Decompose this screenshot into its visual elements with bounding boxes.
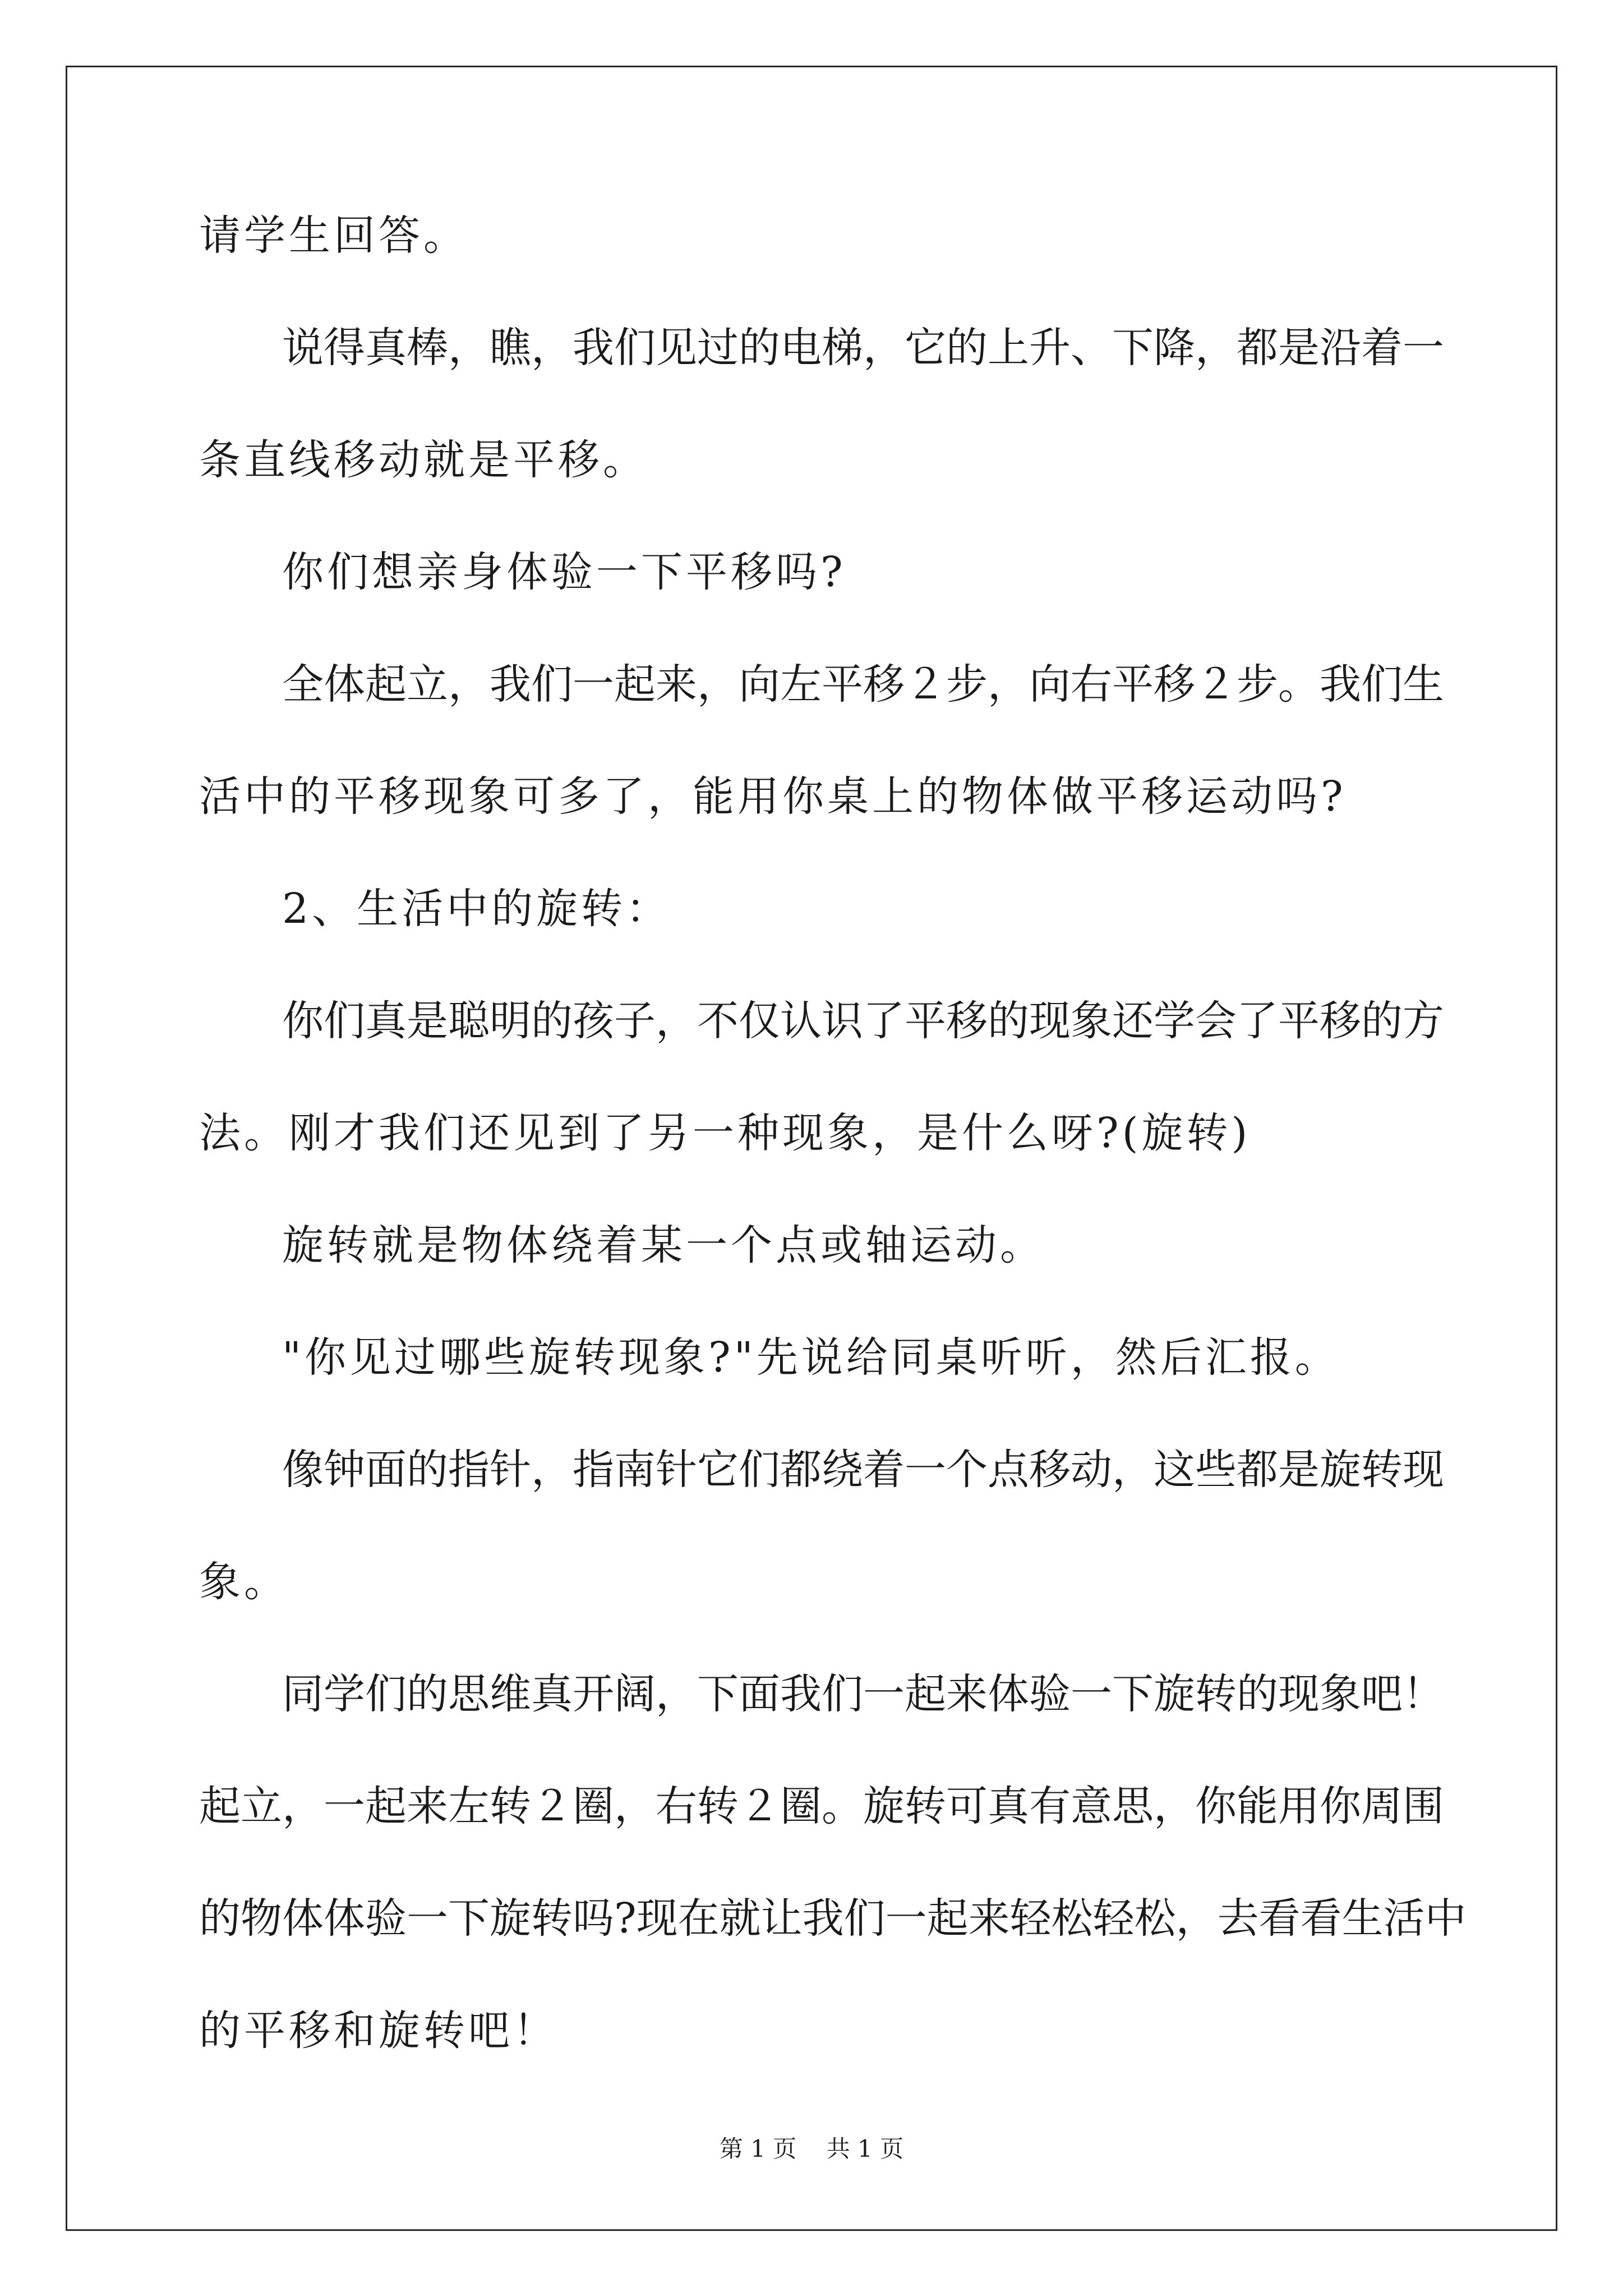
paragraph-line: 的物体体验一下旋转吗?现在就让我们一起来轻松轻松，去看看生活中 bbox=[199, 1894, 1467, 1943]
paragraph-line: 条直线移动就是平移。 bbox=[199, 436, 648, 484]
paragraph-line: 活中的平移现象可多了，能用你桌上的物体做平移运动吗? bbox=[199, 772, 1347, 821]
paragraph-line: 起立，一起来左转２圈，右转２圈。旋转可真有意思，你能用你周围 bbox=[199, 1782, 1444, 1830]
page-number-footer: 第 1 页 共 1 页 bbox=[719, 2135, 904, 2162]
paragraph-line: 法。刚才我们还见到了另一种现象，是什么呀?(旋转) bbox=[199, 1109, 1251, 1157]
paragraph-line: 像钟面的指针，指南针它们都绕着一个点移动，这些都是旋转现 bbox=[282, 1446, 1444, 1494]
paragraph-line: "你见过哪些旋转现象?"先说给同桌听听，然后汇报。 bbox=[282, 1333, 1340, 1382]
paragraph-line: 全体起立，我们一起来，向左平移２步，向右平移２步。我们生 bbox=[282, 660, 1444, 708]
paragraph-line: 旋转就是物体绕着某一个点或轴运动。 bbox=[282, 1221, 1045, 1269]
paragraph-line: 请学生回答。 bbox=[199, 211, 468, 260]
paragraph-line: 你们真是聪明的孩子，不仅认识了平移的现象还学会了平移的方 bbox=[282, 997, 1444, 1045]
paragraph-line: 你们想亲身体验一下平移吗? bbox=[282, 548, 846, 596]
paragraph-line: 的平移和旋转吧！ bbox=[199, 2007, 558, 2055]
section-heading: 2、生活中的旋转： bbox=[282, 885, 671, 933]
paragraph-line: 象。 bbox=[199, 1558, 289, 1606]
paragraph-line: 说得真棒，瞧，我们见过的电梯，它的上升、下降，都是沿着一 bbox=[282, 324, 1444, 372]
paragraph-line: 同学们的思维真开阔，下面我们一起来体验一下旋转的现象吧！ bbox=[282, 1670, 1444, 1718]
